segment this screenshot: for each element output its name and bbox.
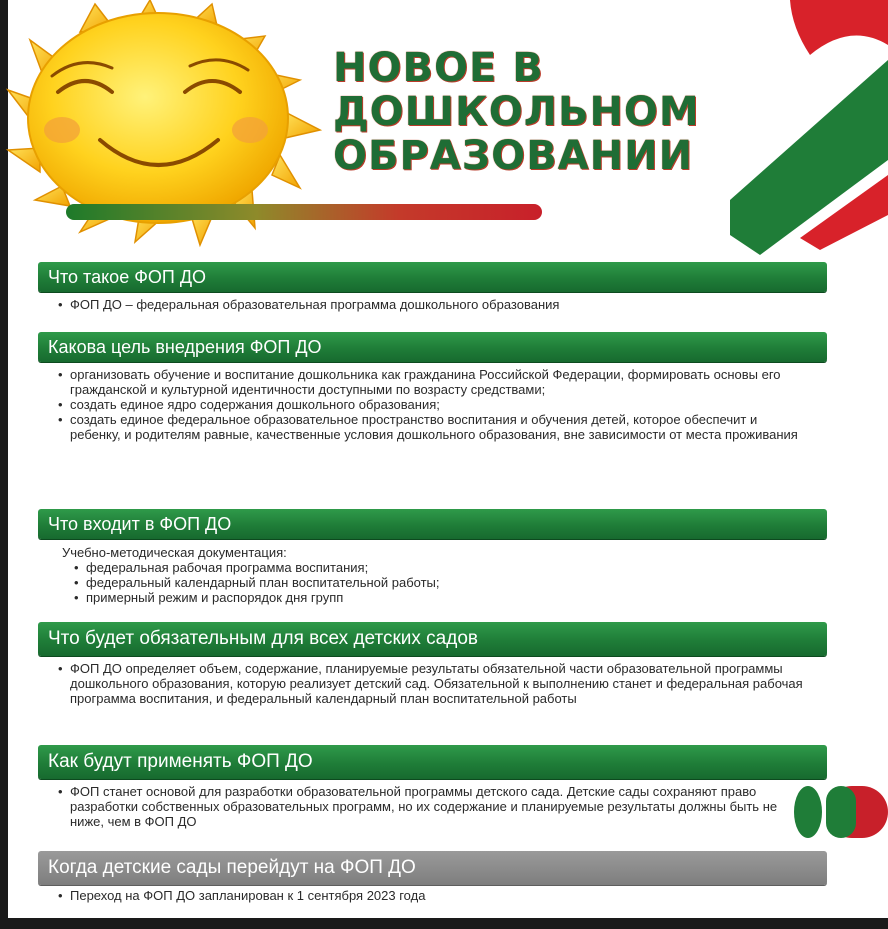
- title-line-3: ОБРАЗОВАНИИ: [333, 133, 694, 179]
- decorative-gradient-stripe: [66, 204, 542, 220]
- list-item: • ФОП ДО – федеральная образовательная программа дошкольного образования: [58, 297, 808, 312]
- section-body-application: [58, 784, 778, 829]
- section-heading-what-is-fop: Что такое ФОП ДО: [38, 262, 827, 292]
- section-heading-contents: Что входит в ФОП ДО: [38, 509, 827, 539]
- list-item: • ФОП станет основой для разработки образовательной программы детского сада. Детские сады сохраняют право разработки собственных образовательных программ, но их содержание и планируемые результаты должны быть не ниже, чем в ФОП ДО: [58, 784, 778, 829]
- section-heading-application: Как будут применять ФОП ДО: [38, 745, 827, 779]
- section-body-mandatory: [58, 661, 808, 706]
- page-title: [333, 46, 753, 178]
- section-heading-goal: Какова цель внедрения ФОП ДО: [38, 332, 827, 362]
- section-body-contents: [58, 545, 808, 605]
- title-line-1: НОВОЕ В: [333, 45, 544, 91]
- list-item: • организовать обучение и воспитание дошкольника как гражданина Российской Федерации, формировать основы его гражданской и культурной идентичности доступными по возрасту средствами;: [58, 367, 808, 397]
- list-item: • примерный режим и распорядок дня групп: [74, 590, 808, 605]
- decorative-pill-shapes: [792, 782, 888, 842]
- section-body-transition: [58, 888, 808, 903]
- section-heading-transition: Когда детские сады перейдут на ФОП ДО: [38, 851, 827, 885]
- section-body-what-is-fop: [58, 297, 808, 312]
- list-item: • Переход на ФОП ДО запланирован к 1 сентября 2023 года: [58, 888, 808, 903]
- section-intro: Учебно-методическая документация:: [62, 545, 287, 560]
- list-item: • ФОП ДО определяет объем, содержание, планируемые результаты обязательной части образовательной программы дошкольного образования, которую реализует детский сад. Обязательной к выполнению станет и федеральная рабочая программа воспитания, и федеральный календарный план воспитательной работы: [58, 661, 808, 706]
- bottom-frame-bar: [0, 918, 888, 929]
- list-item: • федеральный календарный план воспитательной работы;: [74, 575, 808, 590]
- list-item: • создать единое ядро содержания дошкольного образования;: [58, 397, 808, 412]
- title-line-2: ДОШКОЛЬНОМ: [333, 89, 700, 135]
- list-item: • федеральная рабочая программа воспитания;: [74, 560, 808, 575]
- section-heading-mandatory: Что будет обязательным для всех детских садов: [38, 622, 827, 656]
- section-body-goal: [58, 367, 808, 442]
- decorative-red-green-ribbon: [730, 0, 888, 255]
- list-item: • создать единое федеральное образовательное пространство воспитания и обучения детей, которое обеспечит и ребенку, и родителям равные, качественные условия дошкольного образования, вне зависимости от места проживания: [58, 412, 808, 442]
